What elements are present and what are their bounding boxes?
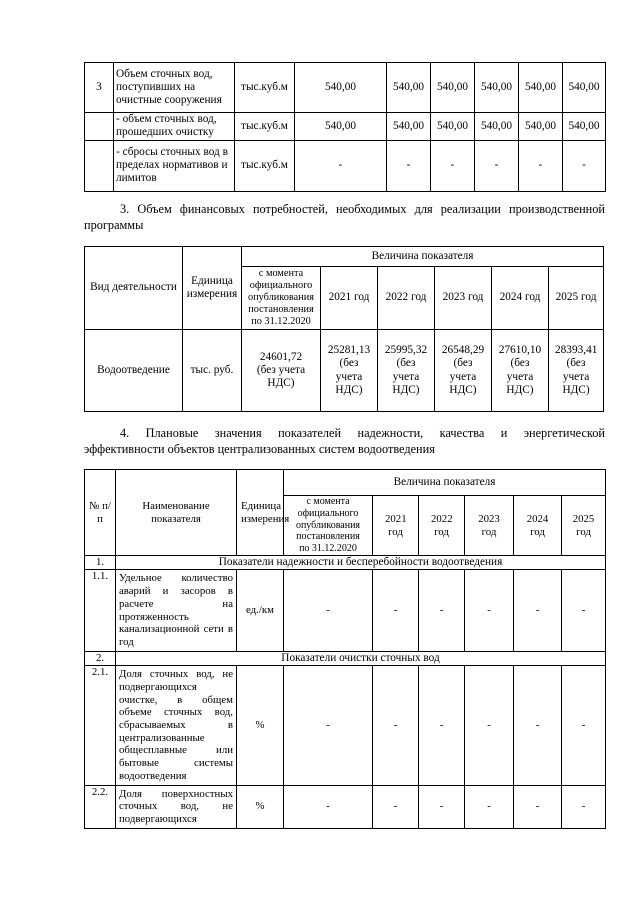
row-number: 3 [85, 63, 114, 113]
table-row [85, 63, 606, 113]
row-number [85, 140, 114, 191]
value-cell: - [562, 570, 606, 651]
table-row [85, 785, 606, 828]
unit-cell: ед./км [237, 570, 284, 651]
since-value-cell: 24601,72 (без учета НДС) [242, 330, 321, 412]
unit-cell: тыс.куб.м [235, 140, 295, 191]
column-header-year: 2025 год [562, 496, 606, 556]
indicator-name: - сбросы сточных вод в пределах нормативов и лимитов [114, 140, 235, 191]
value-cell: - [563, 140, 606, 191]
table-row [85, 140, 606, 191]
column-header-year: 2025 год [549, 267, 604, 330]
value-cell: - [514, 570, 562, 651]
unit-cell: тыс. руб. [183, 330, 242, 412]
value-cell: 540,00 [519, 63, 563, 113]
financial-needs-table [84, 246, 604, 412]
row-number: 1.1. [85, 570, 116, 651]
section-row [85, 556, 606, 570]
value-cell: - [465, 666, 514, 786]
column-header-year: 2022 год [419, 496, 465, 556]
column-header-year: 2023 год [465, 496, 514, 556]
column-header-year: 2024 год [492, 267, 549, 330]
value-cell: - [284, 666, 373, 786]
column-header-number: № п/п [85, 470, 116, 556]
column-header-since: с момента официального опубликования постановления по 31.12.2020 [284, 496, 373, 556]
column-header-year: 2024 год [514, 496, 562, 556]
table-header-row [85, 470, 606, 496]
column-header-year: 2023 год [435, 267, 492, 330]
indicator-name: Доля сточных вод, не подвергающихся очистке, в общем объеме сточных вод, сбрасываемых в централизованные общесплавные или бытовые системы водоотведения [116, 666, 237, 786]
column-header-group: Величина показателя [242, 247, 604, 267]
column-header-year: 2021 год [373, 496, 419, 556]
table-header-row [85, 247, 604, 267]
column-header-group: Величина показателя [284, 470, 606, 496]
unit-cell: тыс.куб.м [235, 63, 295, 113]
value-cell: - [387, 140, 431, 191]
value-cell: - [465, 570, 514, 651]
value-cell: 540,00 [563, 63, 606, 113]
column-header-unit: Единица измерения [183, 247, 242, 330]
value-cell: 540,00 [295, 113, 387, 141]
table-row [85, 570, 606, 651]
year-value-cell: 25995,32 (без учета НДС) [378, 330, 435, 412]
value-cell: - [373, 570, 419, 651]
section-4-heading [84, 425, 605, 457]
value-cell: - [514, 785, 562, 828]
value-cell: - [562, 666, 606, 786]
year-value-cell: 25281,13 (без учета НДС) [321, 330, 378, 412]
section-number: 1. [85, 556, 116, 570]
value-cell: - [284, 570, 373, 651]
value-cell: - [419, 785, 465, 828]
table-row [85, 330, 604, 412]
unit-cell: % [237, 785, 284, 828]
value-cell: - [519, 140, 563, 191]
section-4-line-1: 4. Плановые значения показателей надежности, качества и энергетической [120, 426, 605, 440]
section-3-line-2: программы [84, 218, 144, 232]
section-3-heading [84, 201, 605, 233]
indicators-table [84, 469, 606, 829]
value-cell: 540,00 [431, 63, 475, 113]
column-header-name: Наименование показателя [116, 470, 237, 556]
section-title: Показатели очистки сточных вод [116, 651, 606, 665]
value-cell: 540,00 [563, 113, 606, 141]
activity-cell: Водоотведение [85, 330, 183, 412]
value-cell: - [284, 785, 373, 828]
value-cell: - [373, 666, 419, 786]
column-header-since: с момента официального опубликования постановления по 31.12.2020 [242, 267, 321, 330]
row-number: 2.2. [85, 785, 116, 828]
value-cell: 540,00 [475, 63, 519, 113]
table-row [85, 113, 606, 141]
unit-cell: тыс.куб.м [235, 113, 295, 141]
value-cell: 540,00 [431, 113, 475, 141]
section-row [85, 651, 606, 665]
row-number: 2.1. [85, 666, 116, 786]
indicator-name: Объем сточных вод, поступивших на очистные сооружения [114, 63, 235, 113]
column-header-year: 2022 год [378, 267, 435, 330]
indicator-name: - объем сточных вод, прошедших очистку [114, 113, 235, 141]
value-cell: - [475, 140, 519, 191]
section-3-line-1: 3. Объем финансовых потребностей, необходимых для реализации производственной [120, 202, 605, 216]
value-cell: 540,00 [387, 63, 431, 113]
value-cell: - [465, 785, 514, 828]
water-volume-table [84, 62, 606, 192]
indicator-name: Доля поверхностных сточных вод, не подвергающихся [116, 785, 237, 828]
value-cell: - [419, 570, 465, 651]
year-value-cell: 28393,41 (без учета НДС) [549, 330, 604, 412]
year-value-cell: 26548,29 (без учета НДС) [435, 330, 492, 412]
indicator-name: Удельное количество аварий и засоров в расчете на протяженность канализационной сети в год [116, 570, 237, 651]
column-header-year: 2021 год [321, 267, 378, 330]
section-number: 2. [85, 651, 116, 665]
table-row [85, 666, 606, 786]
column-header-activity: Вид деятельности [85, 247, 183, 330]
value-cell: - [419, 666, 465, 786]
column-header-unit: Единица измерения [237, 470, 284, 556]
value-cell: - [295, 140, 387, 191]
value-cell: 540,00 [519, 113, 563, 141]
section-title: Показатели надежности и бесперебойности водоотведения [116, 556, 606, 570]
row-number [85, 113, 114, 141]
value-cell: 540,00 [295, 63, 387, 113]
unit-cell: % [237, 666, 284, 786]
value-cell: - [562, 785, 606, 828]
year-value-cell: 27610,10 (без учета НДС) [492, 330, 549, 412]
section-4-line-2: эффективности объектов централизованных систем водоотведения [84, 442, 435, 456]
value-cell: 540,00 [387, 113, 431, 141]
value-cell: 540,00 [475, 113, 519, 141]
value-cell: - [373, 785, 419, 828]
value-cell: - [431, 140, 475, 191]
value-cell: - [514, 666, 562, 786]
